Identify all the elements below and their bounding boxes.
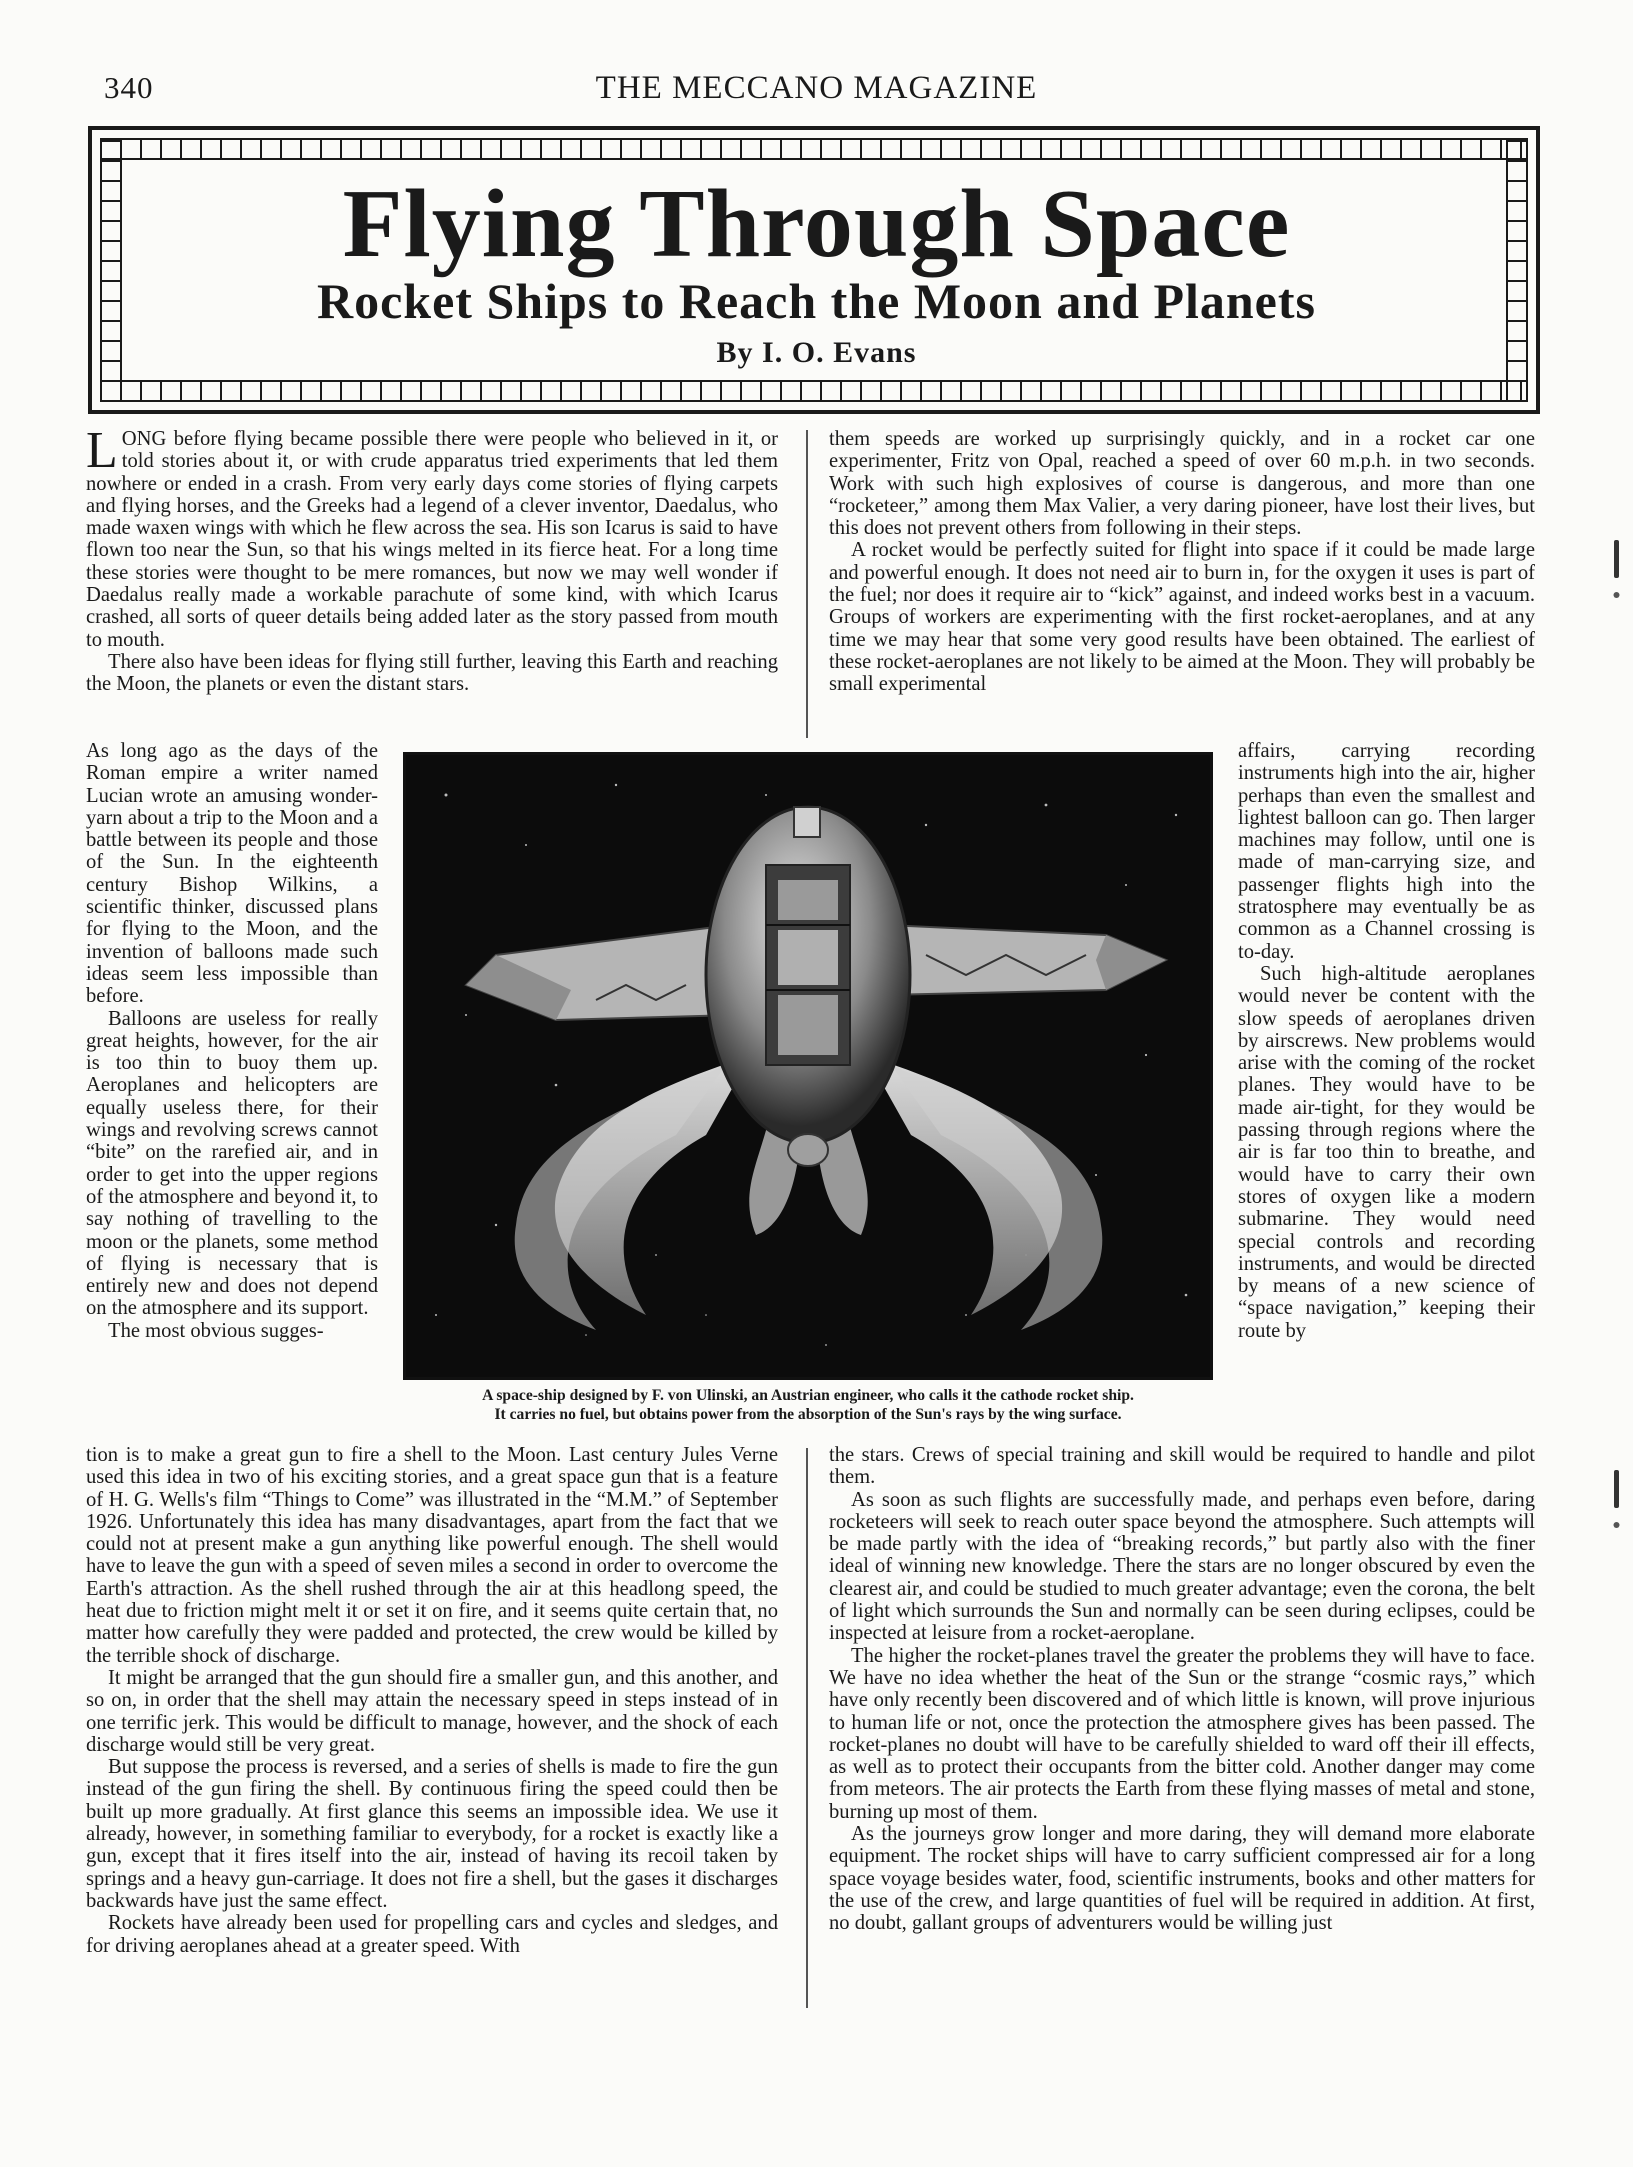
paragraph: Such high-altitude aeroplanes would never be content with the slow speeds of aeroplanes driven by airscrews. New problems would arise with the coming of the rocket planes. They would have to be made air-tight, for they would be passing through regions where the air is far too thin to breathe, and would have to carry their own stores of oxygen like a modern submarine. They would need special controls and recording instruments, and would be directed by means of a new science of “space navigation,” keeping their route by — [1238, 962, 1535, 1342]
column-right-bottom — [829, 1444, 1535, 1935]
caption-line: A space-ship designed by F. von Ulinski, an Austrian engineer, who calls it the cathode rocket ship. — [482, 1387, 1134, 1404]
paragraph: tion is to make a great gun to fire a shell to the Moon. Last century Jules Verne used this idea in two of his exciting stories, and a great space gun that is a feature of H. G. Wells's film “Things to Come” was illustrated in the “M.M.” of September 1926. Unfortunately this idea has many disadvantages, apart from the fact that we could not at present make a gun anything like powerful enough. The shell would have to leave the gun with a speed of seven miles a second in order to overcome the Earth's attraction. As the shell rushed through the air at this headlong speed, the heat due to friction might melt it or set it on fire, and it seems quite certain that, no matter how carefully they were padded and protected, the crew would be killed by the terrible shock of discharge. — [86, 1444, 778, 1667]
column-left-top — [86, 422, 778, 696]
paragraph-text: ONG before flying became possible there were people who believed in it, or told stories about it, or with crude apparatus tried experiments that led them nowhere or ended in a crash. From very early days come stories of flying carpets and flying horses, and the Greeks had a legend of a clever inventor, Daedalus, who made waxen wings with which he flew across the sea. His son Icarus is said to have flown too near the Sun, so that his wings melted in its fierce heat. For a long time these stories were thought to be mere romances, but now we may well wonder if Daedalus really made a workable parachute of some kind, with which Icarus crashed, all sorts of queer details being added later as the story passed from mouth to mouth. — [86, 428, 778, 651]
drop-cap: L — [86, 422, 118, 479]
column-right-wrap — [1238, 740, 1535, 1342]
paragraph: But suppose the process is reversed, and a series of shells is made to fire the gun instead of the gun firing the shell. By continuous firing the speed could then be built up more gradually. At first glance this seems an impossible idea. We use it already, however, in something familiar to everybody, for a rocket is exactly like a gun, except that it fires itself into the air, instead of having its recoil taken by springs and a heavy gun-carriage. It does not fire a shell, but the gases it discharges backwards have just the same effect. — [86, 1756, 778, 1912]
paragraph: It might be arranged that the gun should fire a smaller gun, and this another, and so on, in order that the shell may attain the necessary speed in steps instead of in one terrific jerk. This would be difficult to manage, however, and the shock of each discharge would still be very great. — [86, 1666, 778, 1756]
column-divider — [806, 1448, 808, 2008]
paragraph: As long ago as the days of the Roman empire a writer named Lucian wrote an amusing wonder-yarn about a trip to the Moon and a battle between its people and those of the Sun. In the eighteenth century Bishop Wilkins, a scientific thinker, discussed plans for flying to the Moon, and the invention of balloons made such ideas seem less impossible than before. — [86, 740, 378, 1008]
paragraph — [86, 422, 778, 651]
column-left-bottom — [86, 1444, 778, 1957]
page-number: 340 — [104, 70, 154, 105]
frame-ornament-top — [100, 138, 1528, 160]
rocket-ship-drawing — [406, 755, 1210, 1377]
paragraph: The higher the rocket-planes travel the greater the problems they will have to face. We have no idea whether the heat of the Sun or the strange “cosmic rays,” which have only recently been discovered and of which little is known, will prove injurious to human life or not, once the protection the atmosphere gives has been passed. The rocket-planes no doubt will have to be carefully shielded to ward off their ill effects, as well as to protect their occupants from the bitter cold. Another danger may come from meteors. The air protects the Earth from these flying masses of metal and stone, burning up most of them. — [829, 1644, 1535, 1823]
caption-line: It carries no fuel, but obtains power from the absorption of the Sun's rays by the wing surface. — [494, 1406, 1122, 1423]
paragraph: the stars. Crews of special training and skill would be required to handle and pilot them. — [829, 1444, 1535, 1489]
column-divider — [806, 430, 808, 738]
column-right-top — [829, 428, 1535, 696]
paragraph: As soon as such flights are successfully made, and perhaps even before, daring rocketeers will seek to reach outer space beyond the atmosphere. Such attempts will be made partly with the idea of “breaking records,” but partly also with the finer ideal of winning new knowledge. There the stars are no longer obscured by even the clearest air, and could be studied to much greater advantage; even the corona, the belt of light which surrounds the Sun and normally can be seen during eclipses, could be inspected at leisure from a rocket-aeroplane. — [829, 1488, 1535, 1645]
column-left-wrap — [86, 740, 378, 1342]
binding-hole-mark — [1612, 1470, 1621, 1540]
frame-ornament-bottom — [100, 380, 1528, 402]
figure-caption — [393, 1386, 1223, 1424]
paragraph: them speeds are worked up surprisingly quickly, and in a rocket car one experimenter, Fritz von Opal, reached a speed of over 60 m.p.h. in two seconds. Work with such high explosives of course is dangerous, and more than one “rocketeer,” among them Max Valier, a very daring pioneer, have lost their lives, but this does not prevent others from following in their steps. — [829, 428, 1535, 540]
space-ship-illustration — [403, 752, 1213, 1380]
paragraph: As the journeys grow longer and more daring, they will demand more elaborate equipment. The rocket ships will have to carry sufficient compressed air for a long space voyage besides water, food, scientific instruments, books and other matters for the use of the crew, and large quantities of fuel will be required in addition. At first, no doubt, gallant groups of adventurers would be willing just — [829, 1823, 1535, 1935]
paragraph: A rocket would be perfectly suited for flight into space if it could be made large and powerful enough. It does not need air to burn in, for the oxygen it uses is part of the fuel; nor does it require air to “kick” against, and indeed works best in a vacuum. Groups of workers are experimenting with the first rocket-aeroplanes, and at any time we may hear that some very good results have been obtained. The earliest of these rocket-aeroplanes are not likely to be aimed at the Moon. They will probably be small experimental — [829, 539, 1535, 696]
article-headline: Flying Through Space — [342, 170, 1291, 278]
running-head: THE MECCANO MAGAZINE — [595, 70, 1038, 106]
paragraph: The most obvious sugges- — [108, 1319, 324, 1342]
paragraph: Balloons are useless for really great heights, however, for the air is too thin to buoy them up. Aeroplanes and helicopters are equally useless there, for their wings and revolving screws cannot “bite” on the rarefied air, and in order to get into the upper regions of the atmosphere and beyond it, to say nothing of travelling to the moon or the planets, some method of flying is necessary that is entirely new and does not depend on the atmosphere and its support. — [86, 1007, 378, 1320]
paragraph: affairs, carrying recording instruments high into the air, higher perhaps than even the smallest and lightest balloon can go. Then larger machines may follow, until one is made of man-carrying size, and passenger flights high into the stratosphere may eventually be as common as a Channel crossing is to-day. — [1238, 740, 1535, 963]
binding-hole-mark — [1612, 540, 1621, 610]
paragraph: There also have been ideas for flying still further, leaving this Earth and reaching the Moon, the planets or even the distant stars. — [86, 650, 778, 696]
article-byline: By I. O. Evans — [716, 336, 917, 369]
article-subhead: Rocket Ships to Reach the Moon and Planets — [317, 273, 1316, 329]
paragraph: Rockets have already been used for propelling cars and cycles and sledges, and for driving aeroplanes ahead at a greater speed. With — [86, 1912, 778, 1957]
